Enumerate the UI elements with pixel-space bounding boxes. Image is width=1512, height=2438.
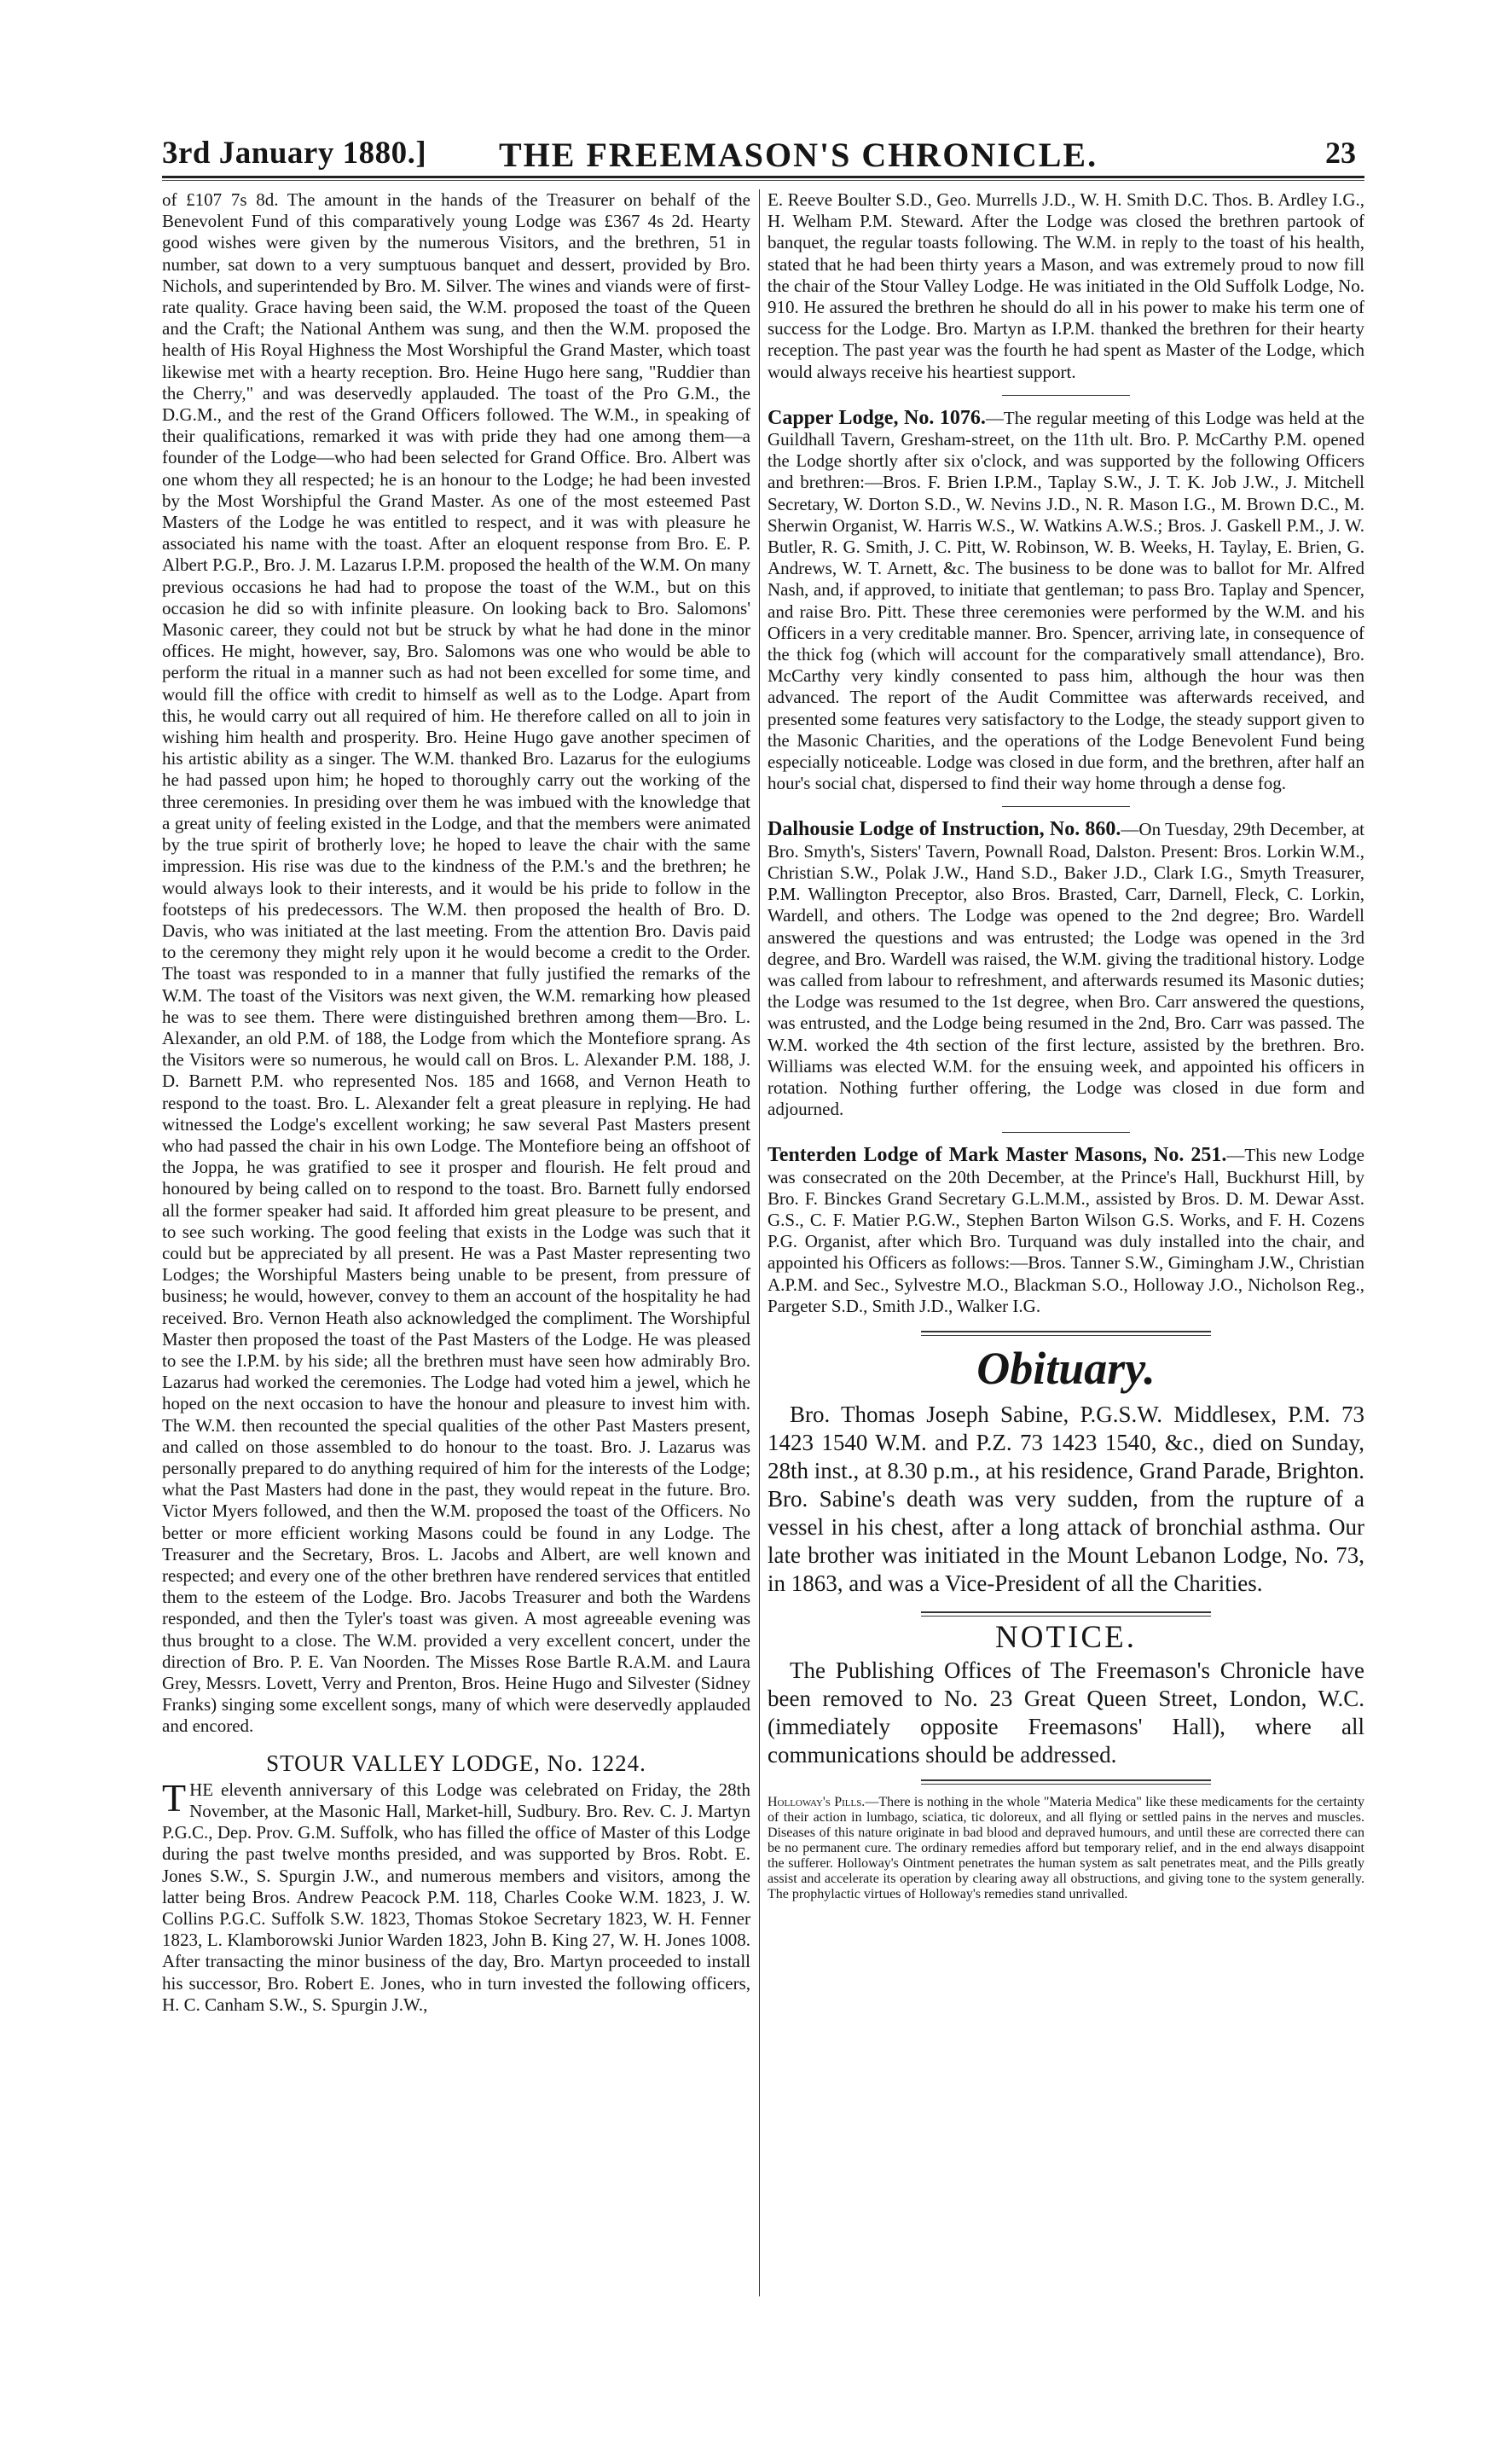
- stour-valley-continued: E. Reeve Boulter S.D., Geo. Murrells J.D., W. H. Smith D.C. Thos. B. Ardley I.G., H. Welham P.M. Steward. After the Lodge was closed the brethren partook of banquet, the regular toasts following. The W.M. in reply to the toast of his health, stated that he had been thirty years a Mason, and was extremely proud to now fill the chair of the Stour Valley Lodge. He was initiated in the Old Suffolk Lodge, No. 910. He assured the brethren he should do all in his power to make his term one of success for the Lodge. Bro. Martyn as I.P.M. thanked the brethren for their hearty reception. The past year was the fourth he had spent as Master of the Lodge, which would always receive his heartiest support.: [768, 189, 1364, 382]
- obituary-heading: Obituary.: [976, 1342, 1156, 1394]
- dalhousie-lodge-heading: Dalhousie Lodge of Instruction, No. 860.: [768, 818, 1121, 841]
- header-rule-thin: [162, 180, 1364, 181]
- capper-lodge-body: —The regular meeting of this Lodge was held at the Guildhall Tavern, Gresham-street, on the 11th ult. Bro. P. McCarthy P.M. opened the Lodge shortly after six o'clock, and was supported by the following Officers and brethren:—Bros. F. Brien I.P.M., Taplay S.W., J. T. K. Job J.W., J. Mitchell Secretary, W. Dorton S.D., W. Nevins J.D., N. R. Mason I.G., M. Brown D.C., M. Sherwin Organist, W. Harris W.S., W. Watkins A.W.S.; Bros. J. Gaskell P.M., J. W. Butler, R. G. Smith, J. C. Pitt, W. Robinson, W. B. Weeks, H. Taylay, E. Brien, G. Andrews, W. T. Arnett, &c. The business to be done was to ballot for Mr. Alfred Nash, and, if approved, to initiate that gentleman; to pass Bro. Taplay and Spencer, and raise Bro. Pitt. These three ceremonies were performed by the W.M. and his Officers in a very creditable manner. Bro. Spencer, arriving late, in consequence of the thick fog (which will account for the comparatively small attendance), Bro. McCarthy very kindly consented to pass him, although the hour was then advanced. The report of the Audit Committee was afterwards received, and presented some features very satisfactory to the Lodge, the steady support given to the Masonic Charities, and the operations of the Lodge Benevolent Fund being especially noticeable. Lodge was closed in due form, and the brethren, after half an hour's social chat, dispersed to find their way home through a dense fog.: [768, 407, 1364, 794]
- stour-valley-body: HE eleventh anniversary of this Lodge was celebrated on Friday, the 28th November, at the Masonic Hall, Market-hill, Sudbury. Bro. Rev. C. J. Martyn P.G.C., Dep. Prov. G.M. Suffolk, who has filled the office of Master of this Lodge during the past twelve months presided, and was supported by Bros. Robt. E. Jones S.W., S. Spurgin J.W., and numerous members and visitors, among the latter being Bros. Andrew Peacock P.M. 118, Charles Cooke W.M. 1823, J. W. Collins P.G.C. Suffolk S.W. 1823, Thomas Stokoe Secretary 1823, W. H. Fenner 1823, L. Klamborowski Junior Warden 1823, John B. King 27, W. H. Jones 1008. After transacting the minor business of the day, Bro. Martyn proceeded to install his successor, Bro. Robert E. Jones, who in turn invested the following officers, H. C. Canham S.W., S. Spurgin J.W.,: [162, 1779, 750, 2015]
- capper-lodge-heading: Capper Lodge, No. 1076.: [768, 406, 986, 429]
- left-column: [162, 189, 750, 2016]
- notice-heading: NOTICE.: [995, 1619, 1137, 1655]
- holloway-advert: [768, 1795, 1364, 1902]
- drop-cap: T: [162, 1775, 187, 1820]
- holloway-advert-heading: Holloway's Pills.: [768, 1795, 866, 1810]
- issue-date: 3rd January 1880.]: [162, 136, 427, 171]
- stour-valley-heading: STOUR VALLEY LODGE, No. 1224.: [266, 1750, 646, 1776]
- tenterden-lodge-body: —This new Lodge was consecrated on the 20th December, at the Prince's Hall, Buckhurst Hill, by Bro. F. Binckes Grand Secretary G.L.M.M., assisted by Bros. D. M. Dewar Asst. G.S., C. F. Matier P.G.W., Stephen Barton Wilson G.S. Works, and F. H. Cozens P.G. Organist, after which Bro. Turquand was duly installed into the chair, and appointed his Officers as follows:—Bros. Tanner S.W., Gimingham J.W., Christian A.P.M. and Sec., Sylvestre M.O., Blackman S.O., Holloway J.O., Nicholson Reg., Pargeter S.D., Smith J.D., Walker I.G.: [768, 1145, 1364, 1316]
- holloway-advert-body: —There is nothing in the whole "Materia Medica" like these medicaments for the certainty of their action in lumbago, sciatica, tic doloreux, and all flying or settled pains in the nerves and muscles. Diseases of this nature originate in bad blood and depraved humours, and until these are corrected there can be no permanent cure. The ordinary remedies afford but temporary relief, and in the end always disappoint the sufferer. Holloway's Ointment penetrates the human system as salt penetrates meat, and the Pills greatly assist and accelerate its operation by clearing away all obstructions, and giving tone to the system generally. The prophylactic virtues of Holloway's remedies stand unrivalled.: [768, 1795, 1364, 1902]
- publication-title: THE FREEMASON'S CHRONICLE.: [499, 136, 1098, 174]
- page-header: [162, 135, 1356, 176]
- dalhousie-lodge-body: —On Tuesday, 29th December, at Bro. Smyth's, Sisters' Tavern, Pownall Road, Dalston. Present: Bros. Lorkin W.M., Christian S.W., Polak J.W., Hand S.D., Baker J.D., Clark I.G., Smyth Treasurer, P.M. Wallington Preceptor, also Bros. Brasted, Carr, Darnell, Fleck, C. Lorkin, Wardell, and others. The Lodge was opened to the 2nd degree; Bro. Wardell answered the questions and was entrusted; the Lodge was opened in the 3rd degree, and Bro. Wardell was raised, the W.M. giving the traditional history. Lodge was called from labour to refreshment, and afterwards resumed its Masonic duties; the Lodge was resumed to the 1st degree, when Bro. Carr answered the questions, was entrusted, and the Lodge being resumed in the 2nd, Bro. Carr was passed. The W.M. worked the 4th section of the first lecture, assisted by the brethren. Bro. Williams was elected W.M. for the ensuing week, and appointed his officers in rotation. Nothing further offering, the Lodge was closed in due form and adjourned.: [768, 819, 1364, 1120]
- tenterden-lodge-article: [768, 1145, 1364, 1317]
- dalhousie-lodge-article: [768, 819, 1364, 1120]
- obituary-body: Bro. Thomas Joseph Sabine, P.G.S.W. Middlesex, P.M. 73 1423 1540 W.M. and P.Z. 73 1423 1540, &c., died on Sunday, 28th inst., at 8.30 p.m., at his residence, Grand Parade, Brighton. Bro. Sabine's death was very sudden, from the rupture of a vessel in his chest, after a long attack of bronchial asthma. Our late brother was initiated in the Mount Lebanon Lodge, No. 73, in 1863, and was a Vice-President of all the Charities.: [768, 1401, 1364, 1596]
- notice-body: The Publishing Offices of The Freemason's Chronicle have been removed to No. 23 Great Queen Street, London, W.C. (immediately opposite Freemasons' Hall), where all communications should be addressed.: [768, 1657, 1364, 1768]
- lodge-report-continued: of £107 7s 8d. The amount in the hands of the Treasurer on behalf of the Benevolent Fund of this comparatively young Lodge was £367 4s 2d. Hearty good wishes were given by the numerous Visitors, and the brethren, 51 in number, sat down to a very sumptuous banquet and dessert, provided by Bro. Nichols, and superintended by Bro. M. Silver. The wines and viands were of first-rate quality. Grace having been said, the W.M. proposed the toast of the Queen and the Craft; the National Anthem was sung, and then the W.M. proposed the health of His Royal Highness the Most Worshipful the Grand Master, which toast likewise met with a hearty reception. Bro. Heine Hugo here sang, "Ruddier than the Cherry," and was deservedly applauded. The toast of the Pro G.M., the D.G.M., and the rest of the Grand Officers followed. The W.M., in speaking of their qualifications, remarked it was with pride they had one among them—a founder of the Lodge—who had been selected for Grand Office. Bro. Albert was one whom they all respected; he is an honour to the Lodge; he had been invested by the Most Worshipful the Grand Master. As one of the most esteemed Past Masters of the Lodge he was entitled to respect, and it was with pleasure he associated his name with the toast. After an eloquent response from Bro. E. P. Albert P.G.P., Bro. J. M. Lazarus I.P.M. proposed the health of the W.M. On many previous occasions he had had to propose the toast of the W.M., but on this occasion he did so with infinite pleasure. On looking back to Bro. Salomons' Masonic career, they could not but be struck by what he had done in the minor offices. He might, however, say, Bro. Salomons was one who would be able to perform the ritual in a manner such as had not been excelled for some time, and would fill the office with credit to himself as well as to the Lodge. Apart from this, he would carry out all required of him. He therefore called on all to join in wishing him health and prosperity. Bro. Heine Hugo gave another specimen of his artistic ability as a singer. The W.M. thanked Bro. Lazarus for the eulogiums he had passed upon him; he hoped to thoroughly carry out the working of the three ceremonies. In presiding over them he was imbued with the knowledge that a great unity of feeling existed in the Lodge, and that the members were animated by the true spirit of brotherly love; he hoped to leave the chair with the same impression. His rise was due to the kindness of the P.M.'s and the brethren; he would always look to their interests, and it would be his pride to follow in the footsteps of his predecessors. The W.M. then proposed the health of Bro. D. Davis, who was initiated at the last meeting. From the attention Bro. Davis paid to the ceremony they might rely upon it he would become a credit to the Order. The toast was responded to in a manner that fully justified the remarks of the W.M. The toast of the Visitors was next given, the W.M. remarking how pleased he was to see them. There were distinguished brethren among them—Bro. L. Alexander, an old P.M. of 188, the Lodge from which the Montefiore sprang. As the Visitors were so numerous, he would call on Bros. L. Alexander P.M. 188, J. D. Barnett P.M. who represented Nos. 185 and 1668, and Vernon Heath to respond to the toast. Bro. L. Alexander felt a great pleasure in replying. He had witnessed the Lodge's excellent working; he saw several Past Masters present who had passed the chair in his own Lodge. The Montefiore being an offshoot of the Joppa, he was gratified to see it prosper and flourish. He felt proud and honoured by being called on to respond to the toast. Bro. Barnett fully endorsed all the former speaker had said. It afforded him great pleasure to be present, and to see such working. The good feeling that exists in the Lodge was such that it could but be appreciated by all present. He was a Past Master representing two Lodges; the Worshipful Masters being unable to be present, from pressure of business; he would, however, convey to them an account of the hospitality he had received. Bro. Vernon Heath also acknowledged the compliment. The Worshipful Master then proposed the toast of the Past Masters of the Lodge. He was pleased to see the I.P.M. by his side; all the brethren must have seen how admirably Bro. Lazarus had worked the ceremonies. The Lodge had voted him a jewel, which he hoped on the next occasion to have the honour and pleasure to invest him with. The W.M. then recounted the special qualities of the other Past Masters present, and called on those assembled to do honour to the toast. Bro. J. Lazarus was personally prepared to do anything required of him for the interests of the Lodge; what the Past Masters had done in the past, they would repeat in the future. Bro. Victor Myers followed, and then the W.M. proposed the toast of the Officers. No better or more efficient working Masons could be found in any Lodge. The Treasurer and the Secretary, Bros. L. Jacobs and Albert, are well known and respected; and every one of the other brethren have rendered services that entitled them to the esteem of the Lodge. Bro. Jacobs Treasurer and both the Wardens responded, and then the Tyler's toast was given. A most agreeable evening was thus brought to a close. The W.M. provided a very excellent concert, under the direction of Bro. P. E. Van Noorden. The Misses Rose Bartle R.A.M. and Laura Grey, Messrs. Lovett, Verry and Prenton, Bros. Heine Hugo and Silvester (Sidney Franks) singing some excellent songs, many of which were deservedly applauded and encored.: [162, 189, 750, 1737]
- tenterden-lodge-heading: Tenterden Lodge of Mark Master Masons, No. 251.: [768, 1144, 1227, 1167]
- capper-lodge-article: [768, 408, 1364, 795]
- header-rule: [162, 176, 1364, 178]
- page-number: 23: [1325, 136, 1356, 170]
- right-column: [768, 189, 1364, 1902]
- stour-valley-article: [162, 1775, 750, 2016]
- column-divider: [759, 189, 760, 2296]
